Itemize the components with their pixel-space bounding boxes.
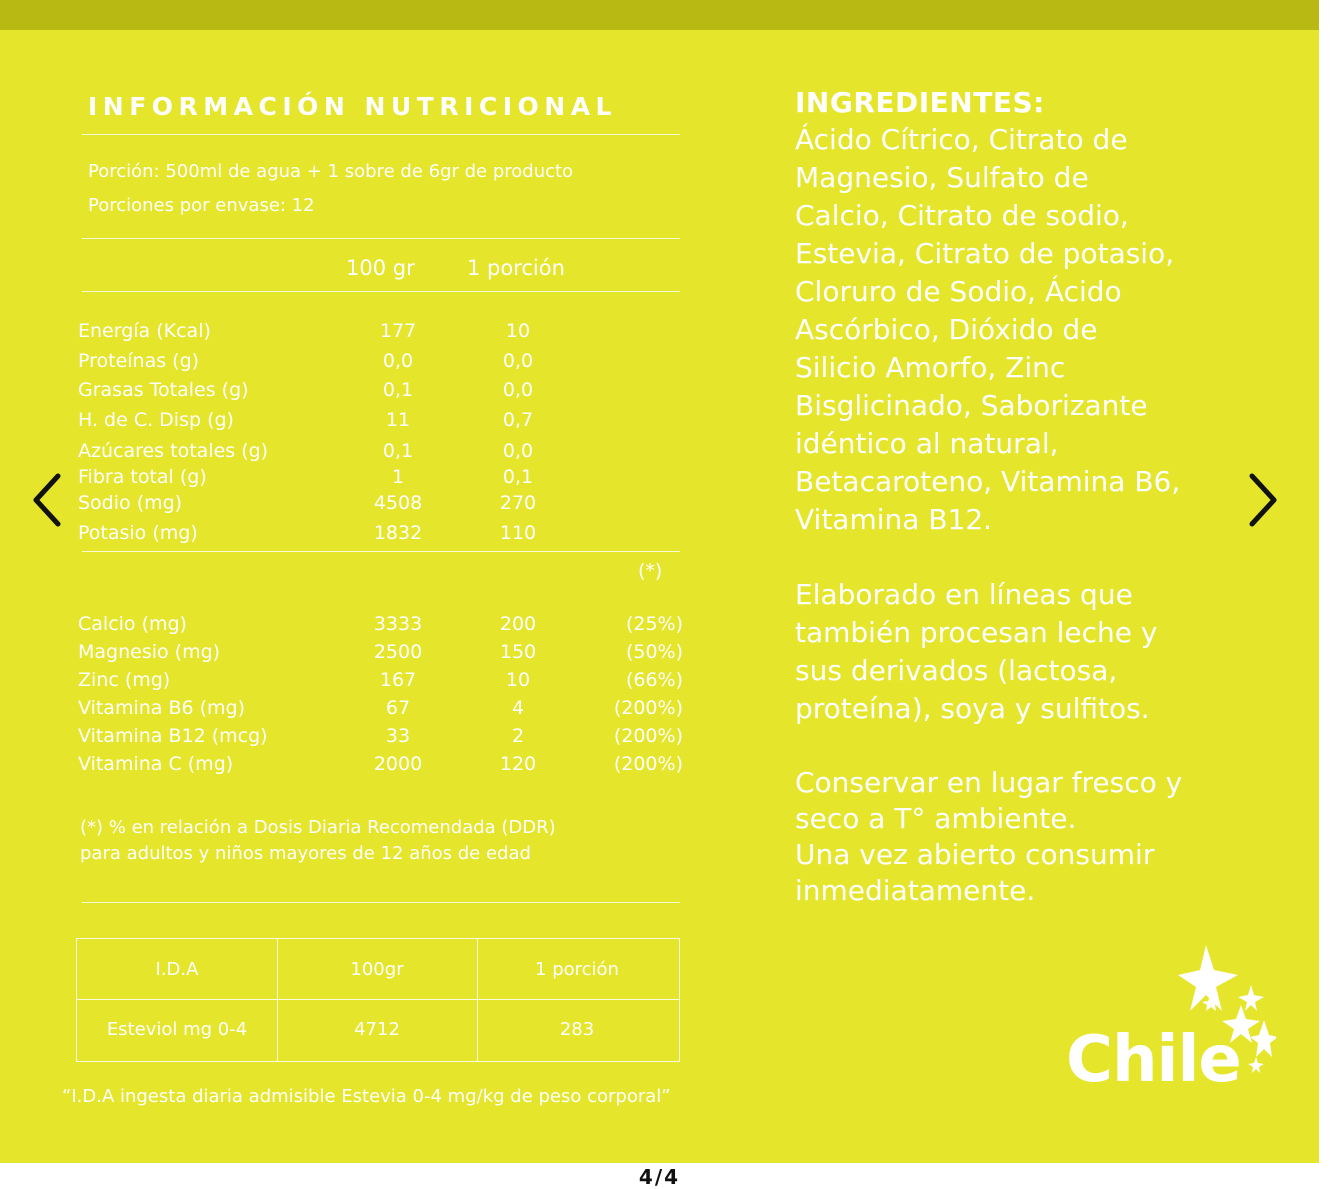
ingredients-line: Ascórbico, Dióxido de [795, 313, 1098, 346]
nutrient-name: Calcio (mg) [78, 613, 187, 635]
value-percent: (200%) [613, 697, 683, 719]
chile-logo-text: Chile [1066, 1023, 1241, 1097]
nutrition-row [78, 440, 688, 468]
nutrient-name: Energía (Kcal) [78, 320, 211, 342]
mineral-row [78, 753, 688, 781]
storage-text [795, 765, 1215, 909]
nutrition-title: INFORMACIÓN NUTRICIONAL [88, 92, 617, 121]
ingredients-line: Bisglicinado, Saborizante [795, 389, 1148, 422]
value-portion: 200 [499, 613, 537, 635]
mineral-row [78, 613, 688, 641]
ida-note: “I.D.A ingesta diaria admisible Estevia 0-4 mg/kg de peso corporal” [62, 1086, 671, 1107]
value-100g: 4508 [373, 492, 423, 514]
ida-header-100g: 100gr [350, 959, 404, 980]
chile-logo [1066, 945, 1276, 1095]
footnote-line-1: (*) % en relación a Dosis Diaria Recomendada (DDR) [80, 817, 556, 838]
nutrient-name: Vitamina C (mg) [78, 753, 234, 775]
nutrient-name: Fibra total (g) [78, 466, 207, 488]
footnote-line-2: para adultos y niños mayores de 12 años de edad [80, 843, 531, 864]
divider [82, 902, 680, 903]
ida-header-portion: 1 porción [535, 959, 619, 980]
value-portion: 4 [511, 697, 525, 719]
nutrition-row [78, 350, 688, 378]
ingredients-line: Vitamina B12. [795, 503, 993, 536]
value-percent: (200%) [613, 725, 683, 747]
column-header-100g: 100 gr [346, 256, 415, 280]
prev-slide-button[interactable] [26, 470, 70, 530]
ingredients-heading: INGREDIENTES: [795, 86, 1045, 119]
value-portion: 0,1 [502, 466, 534, 488]
value-portion: 270 [499, 492, 537, 514]
nutrient-name: Proteínas (g) [78, 350, 200, 372]
allergen-text [795, 576, 1215, 728]
servings-per-pack: Porciones por envase: 12 [88, 195, 315, 216]
mineral-row [78, 641, 688, 669]
value-100g: 167 [379, 669, 417, 691]
asterisk-label: (*) [638, 560, 663, 582]
nutrient-name: Sodio (mg) [78, 492, 183, 514]
ingredients-line: Silicio Amorfo, Zinc [795, 351, 1066, 384]
value-percent: (25%) [625, 613, 683, 635]
chevron-left-icon [26, 470, 70, 530]
nutrition-row [78, 379, 688, 407]
mineral-row [78, 725, 688, 753]
value-percent: (200%) [613, 753, 683, 775]
ingredients-line: Magnesio, Sulfato de [795, 161, 1089, 194]
value-100g: 11 [385, 409, 411, 431]
nutrient-name: Vitamina B6 (mg) [78, 697, 246, 719]
ingredients-text [795, 121, 1215, 539]
ida-header-ida: I.D.A [155, 959, 199, 980]
next-slide-button[interactable] [1240, 470, 1284, 530]
nutrient-name: Magnesio (mg) [78, 641, 221, 663]
value-portion: 0,0 [502, 379, 534, 401]
allergen-line: proteína), soya y sulfitos. [795, 692, 1150, 725]
nutrient-name: Zinc (mg) [78, 669, 171, 691]
top-bar [0, 0, 1319, 30]
ingredients-line: Calcio, Citrato de sodio, [795, 199, 1129, 232]
value-portion: 0,0 [502, 350, 534, 372]
value-100g: 0,1 [382, 440, 414, 462]
value-portion: 10 [505, 669, 531, 691]
ingredients-line: Cloruro de Sodio, Ácido [795, 275, 1122, 308]
value-100g: 1832 [373, 522, 423, 544]
allergen-line: también procesan leche y [795, 616, 1158, 649]
mineral-row [78, 697, 688, 725]
ingredients-line: Ácido Cítrico, Citrato de [795, 123, 1128, 156]
nutrient-name: Azúcares totales (g) [78, 440, 269, 462]
value-portion: 2 [511, 725, 525, 747]
value-100g: 2500 [373, 641, 423, 663]
value-100g: 33 [385, 725, 411, 747]
serving-size: Porción: 500ml de agua + 1 sobre de 6gr de producto [88, 161, 574, 182]
divider [82, 134, 680, 135]
nutrition-row [78, 522, 688, 550]
value-100g: 177 [379, 320, 417, 342]
value-100g: 1 [391, 466, 405, 488]
storage-line: Conservar en lugar fresco y [795, 766, 1183, 799]
divider [82, 238, 680, 239]
nutrition-row [78, 492, 688, 520]
nutrient-name: Potasio (mg) [78, 522, 198, 544]
divider [82, 291, 680, 292]
value-portion: 120 [499, 753, 537, 775]
nutrition-row [78, 320, 688, 348]
value-portion: 150 [499, 641, 537, 663]
ida-table [76, 938, 680, 1062]
column-header-portion: 1 porción [467, 256, 565, 280]
value-portion: 0,7 [502, 409, 534, 431]
nutrient-name: H. de C. Disp (g) [78, 409, 234, 431]
nutrient-name: Vitamina B12 (mcg) [78, 725, 268, 747]
chevron-right-icon [1240, 470, 1284, 530]
ida-cell-100g: 4712 [354, 1019, 400, 1040]
slide-counter: 4/4 [638, 1165, 681, 1189]
value-100g: 2000 [373, 753, 423, 775]
value-100g: 0,0 [382, 350, 414, 372]
value-portion: 0,0 [502, 440, 534, 462]
divider [82, 551, 680, 552]
ingredients-line: Estevia, Citrato de potasio, [795, 237, 1175, 270]
value-100g: 67 [385, 697, 411, 719]
storage-line: seco a T° ambiente. [795, 802, 1077, 835]
ida-cell-name: Esteviol mg 0-4 [106, 1019, 248, 1040]
value-100g: 0,1 [382, 379, 414, 401]
storage-line: inmediatamente. [795, 874, 1036, 907]
value-percent: (66%) [625, 669, 683, 691]
value-portion: 10 [505, 320, 531, 342]
value-portion: 110 [499, 522, 537, 544]
mineral-row [78, 669, 688, 697]
ida-cell-portion: 283 [559, 1019, 595, 1040]
value-percent: (50%) [625, 641, 683, 663]
ingredients-line: idéntico al natural, [795, 427, 1059, 460]
storage-line: Una vez abierto consumir [795, 838, 1155, 871]
allergen-line: Elaborado en líneas que [795, 578, 1133, 611]
allergen-line: sus derivados (lactosa, [795, 654, 1118, 687]
ingredients-line: Betacaroteno, Vitamina B6, [795, 465, 1181, 498]
nutrition-row [78, 466, 688, 494]
nutrition-row [78, 409, 688, 437]
value-100g: 3333 [373, 613, 423, 635]
nutrient-name: Grasas Totales (g) [78, 379, 249, 401]
